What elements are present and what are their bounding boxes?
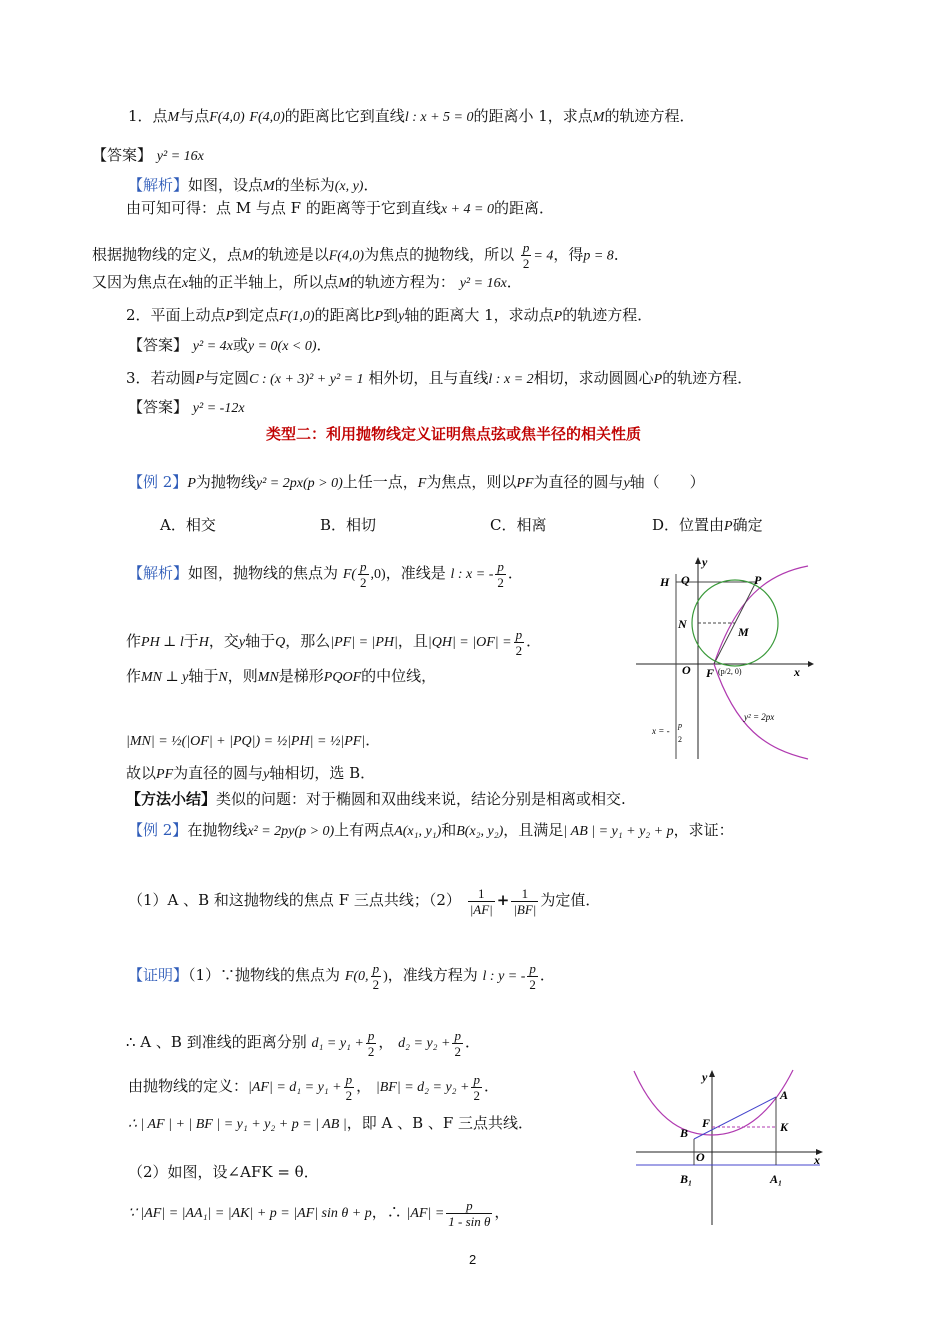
label-P: P <box>754 573 762 587</box>
ex2a-jx2: 作PH ⊥ l于H，交y轴于Q，那么|PF| = |PH|，且|QH| = |OF| = $\frac{p}{2}$ ． <box>126 626 542 658</box>
fig2-label-B: B <box>680 1126 689 1140</box>
label-directrix: x = - <box>652 726 670 736</box>
fig2-label-x: x <box>814 1153 820 1167</box>
p3-text: 3．若动圆P与定圆C : (x + 3)² + y² = 1 相外切，且与直线l : x = 2相切，求动圆圆心P的轨迹方程． <box>126 369 753 387</box>
ex2a-question: 【例 2】P为抛物线y² = 2px(p > 0)上任一点，F为焦点，则以PF为直径的圆与y轴（ ） <box>128 473 705 491</box>
label-dir-p: p <box>678 721 682 730</box>
option-c: C．相离 <box>490 516 547 534</box>
label-x: x <box>794 665 800 679</box>
fig2-label-A: A <box>780 1088 789 1102</box>
ex2a-jx1: 【解析】如图，抛物线的焦点为 F( $\frac{p}{2}$ ,0)，准线是 l : x = - $\frac{p}{2}$ ． <box>128 558 523 590</box>
ex2b-pf4: ∴ | AF | + | BF | = y₁ + y₂ + p = | AB |，即 A 、B 、F 三点共线． <box>128 1114 534 1132</box>
ex2b-pf6: ∵ |AF| = |AA₁| = |AK| + p = |AF| sin θ + p，∴ |AF| = $\frac{p}{\text{1 - sin θ}}$ ， <box>128 1197 510 1229</box>
p1-jx1: 【解析】如图，设点M的坐标为(x, y)． <box>128 176 379 194</box>
label-H: H <box>660 575 670 589</box>
label-curve: y² = 2px <box>744 712 775 722</box>
page-number: 2 <box>469 1252 477 1267</box>
label-focus-coord: (p/2, 0) <box>718 667 742 676</box>
label-Q: Q <box>681 573 690 587</box>
figure-focal-chord <box>628 1065 828 1230</box>
method-summary: 【方法小结】类似的问题：对于椭圆和双曲线来说，结论分别是相离或相交. <box>126 790 626 808</box>
section-title: 类型二：利用抛物线定义证明焦点弦或焦半径的相关性质 <box>266 425 642 443</box>
p1-jx3: 根据抛物线的定义，点M的轨迹是以F(4,0)为焦点的抛物线，所以 $\frac{p}{2}$ = 4，得p = 8． <box>92 240 629 271</box>
parabola-2 <box>634 1070 793 1135</box>
fig2-label-K: K <box>780 1120 789 1134</box>
label-F: F <box>706 666 715 680</box>
p1-jx4: 又因为焦点在x轴的正半轴上，所以点M的轨迹方程为： y² = 16x． <box>92 273 522 291</box>
label-M: M <box>738 625 749 639</box>
p2-text: 2．平面上动点P到定点F(1,0)的距离比P到y轴的距离大 1，求动点P的轨迹方程． <box>126 306 653 324</box>
label-O: O <box>682 663 691 677</box>
parabola-curve <box>714 566 808 759</box>
ex2b-parts: （1）A 、B 和这抛物线的焦点 F 三点共线；（2） $\frac{1}{|AF|}$ + $\frac{1}{|BF|}$ 为定值． <box>128 885 601 917</box>
label-N: N <box>678 617 687 631</box>
p1-line1: 1．点M与点F(4,0) F(4,0)的距离比它到直线l : x + 5 = 0的距离小 1，求点M的轨迹方程． <box>128 107 695 125</box>
ex2a-jx5: 故以PF为直径的圆与y轴相切，选 B． <box>126 764 376 782</box>
p3-answer: 【答案】 y² = -12x <box>128 398 245 416</box>
ex2a-jx4: |MN| = ½(|OF| + |PQ|) = ½|PH| = ½|PF|． <box>126 731 381 749</box>
fig2-label-O: O <box>696 1150 705 1164</box>
option-a: A．相交 <box>160 516 216 534</box>
fig2-label-F: F <box>702 1116 711 1130</box>
ex2a-jx3: 作MN ⊥ y轴于N，则MN是梯形PQOF的中位线， <box>126 667 437 685</box>
option-b: B．相切 <box>320 516 377 534</box>
ex2b-question: 【例 2】在抛物线x² = 2py(p > 0)上有两点A(x₁, y₁)和B(x₂, y₂)，且满足| AB | = y₁ + y₂ + p，求证： <box>128 821 734 839</box>
ex2b-pf2: ∴ A 、B 到准线的距离分别 d₁ = y₁ + $\frac{p}{2}$ ， d₂ = y₂ + $\frac{p}{2}$ ． <box>126 1027 480 1059</box>
p1-answer: 【答案】 y² = 16x <box>92 146 204 164</box>
label-y: y <box>702 555 708 569</box>
fig2-label-B1: B₁ <box>680 1172 693 1186</box>
fig2-label-A1: A₁ <box>770 1172 783 1186</box>
figure-parabola-circle <box>636 554 816 764</box>
label-dir-2: 2 <box>678 735 682 744</box>
p1-jx2: 由可知可得：点 M 与点 F 的距离等于它到直线x + 4 = 0的距离． <box>126 199 554 217</box>
fig2-label-y: y <box>702 1070 708 1084</box>
p2-answer: 【答案】 y² = 4x或y = 0(x < 0)． <box>128 336 332 354</box>
ex2b-pf5: （2）如图，设∠AFK = θ． <box>128 1163 319 1181</box>
option-d: D．位置由P确定 <box>652 516 763 534</box>
ex2b-pf1: 【证明】（1）∵抛物线的焦点为 F(0, $\frac{p}{2}$ )，准线方程为 l : y = - $\frac{p}{2}$ ． <box>128 960 555 992</box>
ex2b-pf3: 由抛物线的定义：|AF| = d₁ = y₁ + $\frac{p}{2}$ ， |BF| = d₂ = y₂ + $\frac{p}{2}$ ． <box>128 1071 499 1103</box>
